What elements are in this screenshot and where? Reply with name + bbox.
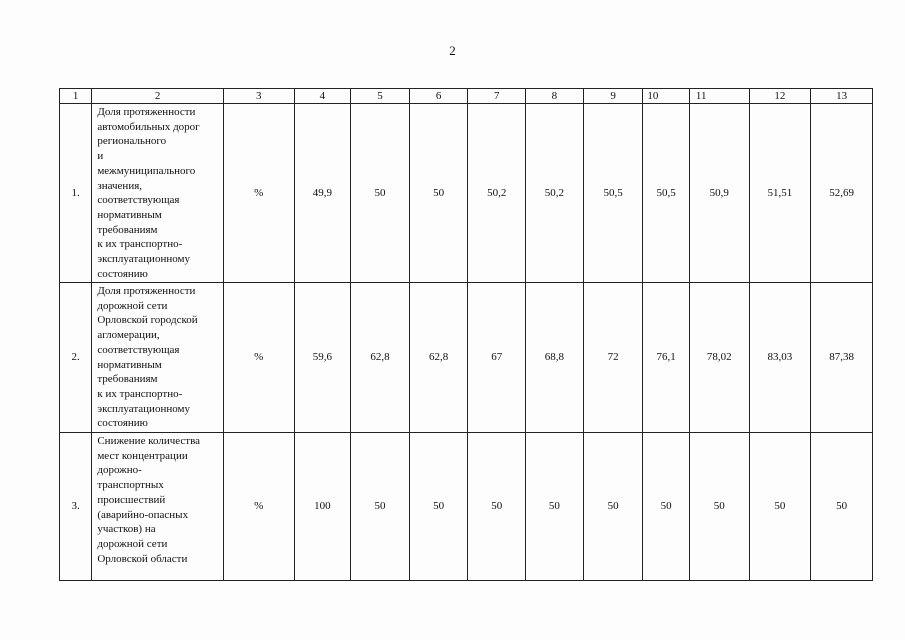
value-cell: 87,38 <box>811 283 873 433</box>
value-cell: 51,51 <box>749 104 811 283</box>
value-cell: 50,5 <box>583 104 643 283</box>
value-cell: 50,9 <box>689 104 749 283</box>
indicator-description: Доля протяженности автомобильных дорог регионального и межмуниципального значения, соответствующая нормативным требованиям к их транспортно- эксплуатационному состоянию <box>92 104 223 283</box>
value-cell: 67 <box>468 283 526 433</box>
header-cell: 6 <box>409 89 468 104</box>
value-cell: 50 <box>351 104 410 283</box>
page-number: 2 <box>449 43 456 58</box>
value-cell: 50 <box>749 433 811 581</box>
value-cell: 59,6 <box>294 283 351 433</box>
row-number: 1. <box>60 104 92 283</box>
table-row <box>60 283 873 433</box>
header-cell: 8 <box>526 89 584 104</box>
value-cell: 50 <box>689 433 749 581</box>
row-number: 2. <box>60 283 92 433</box>
value-cell: 62,8 <box>351 283 410 433</box>
header-cell: 2 <box>92 89 223 104</box>
header-cell: 10 <box>643 89 690 104</box>
value-cell: 50 <box>526 433 584 581</box>
header-cell: 11 <box>689 89 749 104</box>
value-cell: 50 <box>468 433 526 581</box>
value-cell: 62,8 <box>409 283 468 433</box>
row-number: 3. <box>60 433 92 581</box>
header-cell: 4 <box>294 89 351 104</box>
header-cell: 12 <box>749 89 811 104</box>
value-cell: 72 <box>583 283 643 433</box>
value-cell: 100 <box>294 433 351 581</box>
value-cell: 50 <box>643 433 690 581</box>
value-cell: 50 <box>409 104 468 283</box>
value-cell: 50,2 <box>468 104 526 283</box>
header-cell: 5 <box>351 89 410 104</box>
value-cell: 50,5 <box>643 104 690 283</box>
header-cell: 9 <box>583 89 643 104</box>
value-cell: 83,03 <box>749 283 811 433</box>
unit-cell: % <box>223 283 294 433</box>
indicator-description: Доля протяженности дорожной сети Орловской городской агломерации, соответствующая нормативным требованиям к их транспортно- эксплуатационному состоянию <box>92 283 223 433</box>
value-cell: 50 <box>409 433 468 581</box>
value-cell: 78,02 <box>689 283 749 433</box>
indicator-description: Снижение количества мест концентрации дорожно- транспортных происшествий (аварийно-опасных участков) на дорожной сети Орловской области <box>92 433 223 581</box>
value-cell: 52,69 <box>811 104 873 283</box>
value-cell: 49,9 <box>294 104 351 283</box>
table-row <box>60 104 873 283</box>
value-cell: 50 <box>811 433 873 581</box>
value-cell: 76,1 <box>643 283 690 433</box>
unit-cell: % <box>223 104 294 283</box>
unit-cell: % <box>223 433 294 581</box>
header-cell: 13 <box>811 89 873 104</box>
value-cell: 68,8 <box>526 283 584 433</box>
value-cell: 50 <box>351 433 410 581</box>
table-header-row <box>60 89 873 104</box>
table-row <box>60 433 873 581</box>
header-cell: 7 <box>468 89 526 104</box>
header-cell: 1 <box>60 89 92 104</box>
value-cell: 50 <box>583 433 643 581</box>
indicators-table <box>59 88 873 581</box>
value-cell: 50,2 <box>526 104 584 283</box>
header-cell: 3 <box>223 89 294 104</box>
